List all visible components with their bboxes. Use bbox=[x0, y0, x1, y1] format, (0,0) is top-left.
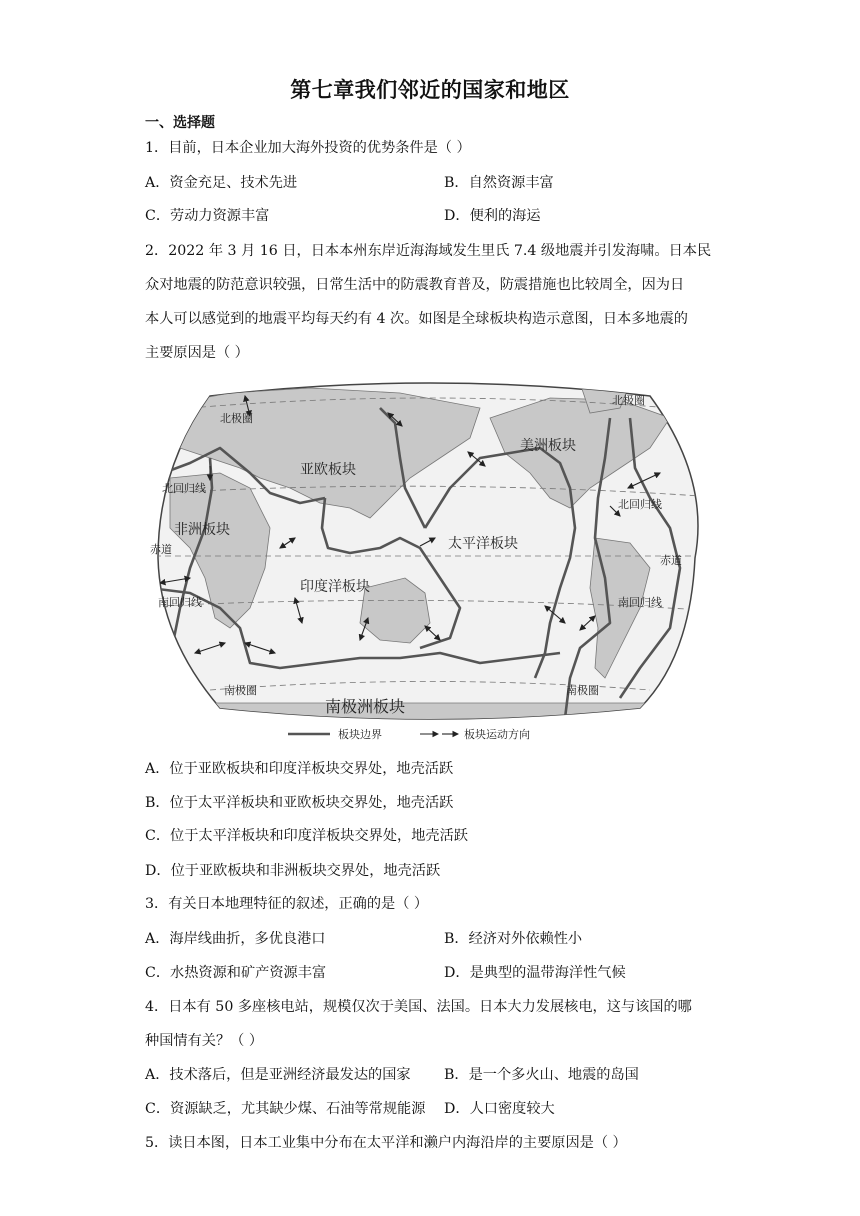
q1-option-d[interactable]: D．便利的海运 bbox=[444, 208, 541, 224]
q3-option-d[interactable]: D．是典型的温带海洋性气候 bbox=[444, 965, 626, 981]
q1-stem: 1．目前，日本企业加大海外投资的优势条件是（ ） bbox=[145, 140, 471, 156]
map-label-tropic-capricorn-right: 南回归线 bbox=[618, 596, 662, 609]
q2-stem-line-3: 本人可以感觉到的地震平均每天约有 4 次。如图是全球板块构造示意图，日本多地震的 bbox=[145, 311, 688, 327]
legend-movement-label: 板块运动方向 bbox=[464, 728, 530, 741]
map-label-equator-left: 赤道 bbox=[150, 543, 172, 556]
map-legend bbox=[288, 727, 530, 741]
q4-option-b[interactable]: B．是一个多火山、地震的岛国 bbox=[444, 1067, 639, 1083]
q3-option-a[interactable]: A．海岸线曲折，多优良港口 bbox=[145, 931, 326, 947]
map-label-equator-right: 赤道 bbox=[660, 554, 682, 567]
map-label-indian-plate: 印度洋板块 bbox=[300, 579, 370, 595]
map-label-north-polar-right: 北极圈 bbox=[612, 394, 645, 407]
map-label-eurasian-plate: 亚欧板块 bbox=[300, 462, 356, 478]
q2-stem-line-2: 众对地震的防范意识较强，日常生活中的防震教育普及，防震措施也比较周全，因为日 bbox=[145, 277, 685, 293]
q2-option-d[interactable]: D．位于亚欧板块和非洲板块交界处，地壳活跃 bbox=[145, 863, 441, 879]
plate-tectonics-map bbox=[150, 378, 710, 750]
q2-option-b[interactable]: B．位于太平洋板块和亚欧板块交界处，地壳活跃 bbox=[145, 795, 454, 811]
map-label-tropic-cancer-right: 北回归线 bbox=[618, 498, 662, 511]
q3-option-c[interactable]: C．水热资源和矿产资源丰富 bbox=[145, 965, 327, 981]
q2-option-a[interactable]: A．位于亚欧板块和印度洋板块交界处，地壳活跃 bbox=[145, 761, 454, 777]
q1-option-b[interactable]: B．自然资源丰富 bbox=[444, 175, 554, 191]
legend-boundary-label: 板块边界 bbox=[338, 728, 382, 741]
q4-option-c[interactable]: C．资源缺乏，尤其缺少煤、石油等常规能源 bbox=[145, 1101, 426, 1117]
map-label-african-plate: 非洲板块 bbox=[174, 522, 230, 538]
q3-option-b[interactable]: B．经济对外依赖性小 bbox=[444, 931, 583, 947]
q2-stem-line-4: 主要原因是（ ） bbox=[145, 345, 249, 361]
q2-stem-line-1: 2．2022 年 3 月 16 日，日本本州东岸近海海域发生里氏 7.4 级地震并引发海啸。日本民 bbox=[145, 243, 712, 259]
q4-stem-line-2: 种国情有关？（ ） bbox=[145, 1033, 264, 1049]
map-label-tropic-capricorn-left: 南回归线 bbox=[158, 596, 202, 609]
section-heading: 一、选择题 bbox=[145, 115, 215, 131]
q4-stem-line-1: 4．日本有 50 多座核电站，规模仅次于美国、法国。日本大力发展核电，这与该国的哪 bbox=[145, 999, 692, 1015]
q3-stem: 3．有关日本地理特征的叙述，正确的是（ ） bbox=[145, 896, 429, 912]
map-label-antarctic-plate: 南极洲板块 bbox=[325, 697, 406, 716]
q4-option-d[interactable]: D．人口密度较大 bbox=[444, 1101, 555, 1117]
map-label-tropic-cancer-left: 北回归线 bbox=[162, 482, 206, 495]
map-label-south-polar-left: 南极圈 bbox=[224, 684, 257, 697]
page-title: 第七章我们邻近的国家和地区 bbox=[290, 78, 570, 102]
q1-option-c[interactable]: C．劳动力资源丰富 bbox=[145, 208, 270, 224]
world-map-svg bbox=[150, 378, 710, 750]
map-label-american-plate: 美洲板块 bbox=[520, 438, 576, 454]
map-label-south-polar-right: 南极圈 bbox=[566, 684, 599, 697]
q1-option-a[interactable]: A．资金充足、技术先进 bbox=[145, 175, 298, 191]
q2-option-c[interactable]: C．位于太平洋板块和印度洋板块交界处，地壳活跃 bbox=[145, 828, 468, 844]
q4-option-a[interactable]: A．技术落后，但是亚洲经济最发达的国家 bbox=[145, 1067, 411, 1083]
map-label-pacific-plate: 太平洋板块 bbox=[448, 536, 518, 552]
map-label-north-polar-left: 北极圈 bbox=[220, 412, 253, 425]
q5-stem: 5．读日本图，日本工业集中分布在太平洋和濑户内海沿岸的主要原因是（ ） bbox=[145, 1135, 627, 1151]
